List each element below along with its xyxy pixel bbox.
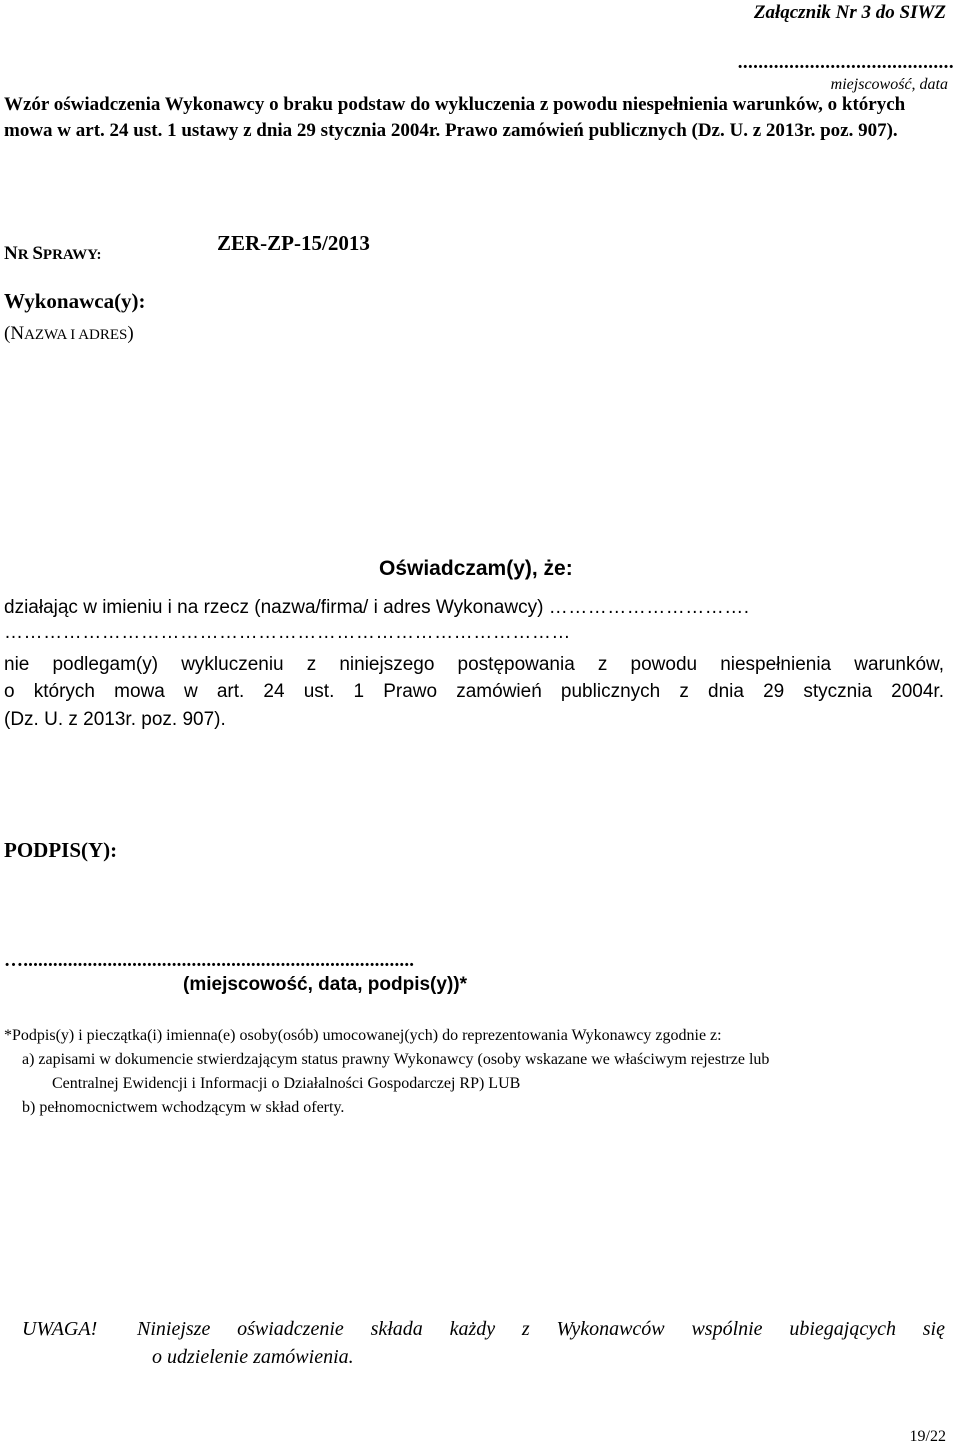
acting-text: działając w imieniu i na rzecz (nazwa/firma/ i adres Wykonawcy)	[4, 597, 544, 618]
contractor-sub-open: (	[4, 323, 11, 344]
declaration-line-1: nie podlegam(y) wykluczeniu z niniejszego postępowania z powodu niespełnienia warunków,	[4, 654, 944, 675]
case-label-rest-1: R	[17, 247, 33, 263]
contractor-sub-close: )	[127, 323, 134, 344]
acting-dots: ………………………….	[548, 597, 750, 618]
place-date-dots: ..........................................	[737, 52, 954, 73]
warning-text-line-1: Niniejsze oświadczenie składa każdy z Wykonawców wspólnie ubiegających się	[137, 1318, 945, 1340]
case-number-value: ZER-ZP-15/2013	[217, 231, 370, 255]
signature-caption: (miejscowość, data, podpis(y))*	[183, 974, 467, 995]
contractor-sub-rest: AZWA I ADRES	[24, 327, 128, 343]
document-title: Wzór oświadczenia Wykonawcy o braku podstaw do wykluczenia z powodu niespełnienia warunków, o których mowa w art. 24 ust. 1 ustawy z dnia 29 stycznia 2004r. Prawo zamówień publicznych (Dz. U. z 2013r. poz. 907).	[4, 94, 906, 141]
footnote-item-a-line-1: a) zapisami w dokumencie stwierdzającym status prawny Wykonawcy (osoby wskazane we właściwym rejestrze lub	[22, 1051, 770, 1068]
case-label-rest-2: PRAWY:	[42, 247, 102, 263]
footnote-item-b: b) pełnomocnictwem wchodzącym w skład oferty.	[22, 1099, 345, 1116]
place-date-label: miejscowość, data	[830, 76, 948, 93]
contractor-sub-initial: N	[10, 323, 25, 344]
footnote-item-a-line-2: Centralnej Ewidencji i Informacji o Działalności Gospodarczej RP) LUB	[52, 1075, 521, 1092]
contractor-label: Wykonawca(y):	[4, 289, 146, 313]
annex-label: Załącznik Nr 3 do SIWZ	[753, 2, 946, 23]
case-number-label	[4, 243, 102, 265]
warning-label: UWAGA!	[22, 1318, 98, 1340]
declaration-dots-line: ……………………………………………………………………………	[4, 622, 571, 643]
declaration-acting-line	[4, 597, 749, 619]
page-number: 19/22	[909, 1428, 946, 1445]
signatures-heading: PODPIS(Y):	[4, 838, 118, 862]
case-label-initial-2: S	[32, 243, 43, 264]
signature-dots: …...............................................................................	[4, 950, 415, 971]
warning-text-line-2: o udzielenie zamówienia.	[152, 1346, 354, 1368]
declaration-line-3: (Dz. U. z 2013r. poz. 907).	[4, 709, 226, 730]
footnote-intro: *Podpis(y) i pieczątka(i) imienna(e) osoby(osób) umocowanej(ych) do reprezentowania Wykonawcy zgodnie z:	[4, 1027, 722, 1044]
case-label-initial-1: N	[4, 243, 18, 264]
declaration-line-2: o których mowa w art. 24 ust. 1 Prawo zamówień publicznych z dnia 29 stycznia 2004r.	[4, 681, 944, 702]
contractor-name-address-label	[4, 323, 134, 345]
declaration-heading: Oświadczam(y), że:	[379, 557, 573, 580]
